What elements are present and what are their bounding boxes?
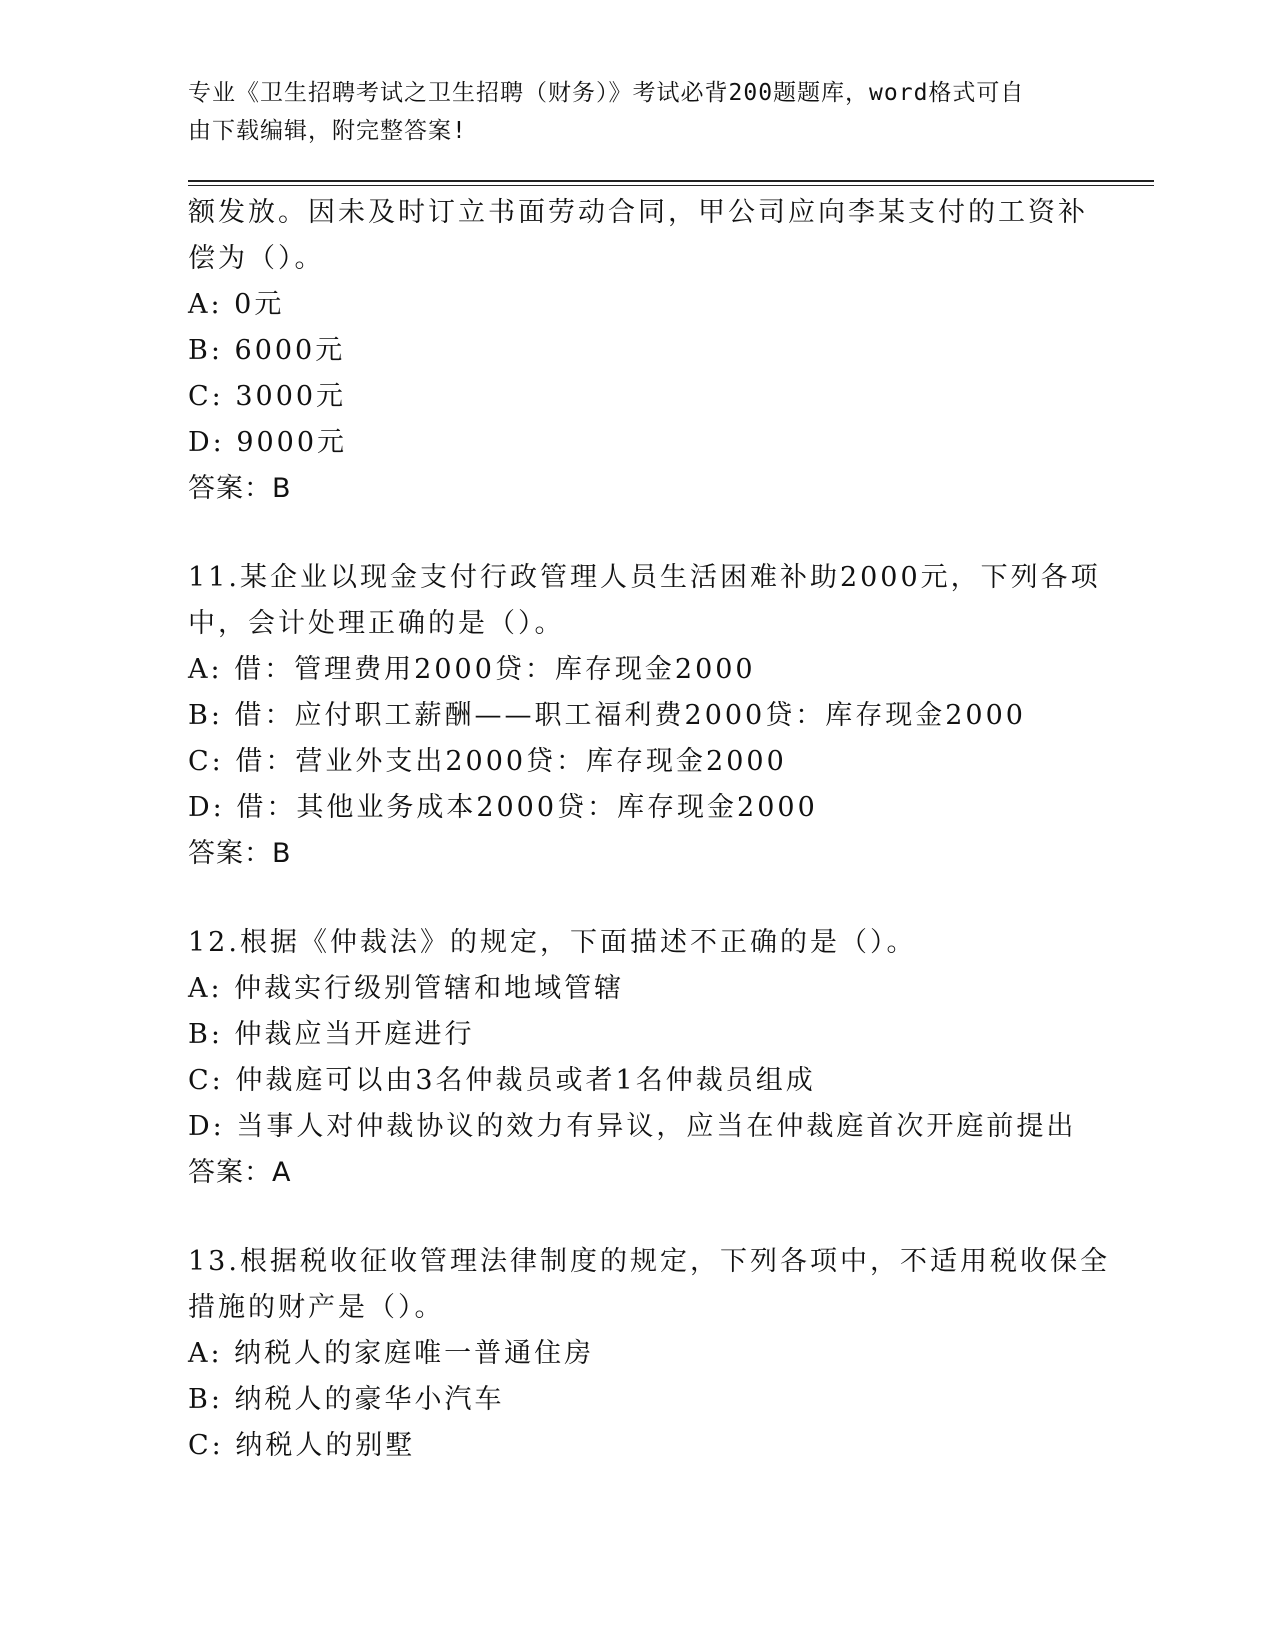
header-title-line-2: 由下载编辑，附完整答案! [188, 118, 467, 144]
answer-line: 答案：A [188, 1157, 292, 1188]
option-b: B: 纳税人的豪华小汽车 [188, 1384, 505, 1415]
option-a: A: 借：管理费用2000贷：库存现金2000 [188, 654, 756, 685]
answer-line: 答案：B [188, 473, 292, 504]
question-text-line: 偿为（）。 [188, 243, 325, 274]
question-text-line: 措施的财产是（）。 [188, 1292, 445, 1323]
question-block-13 [188, 1239, 1110, 1469]
header-title-line-1: 专业《卫生招聘考试之卫生招聘（财务）》考试必背200题题库，word格式可自 [188, 80, 1025, 106]
spacer [188, 1196, 1088, 1239]
question-text-line: 11.某企业以现金支付行政管理人员生活困难补助2000元，下列各项 [188, 562, 1101, 593]
spacer [188, 877, 1088, 920]
option-a: A: 仲裁实行级别管辖和地域管辖 [188, 973, 625, 1004]
question-text-line: 13.根据税收征收管理法律制度的规定，下列各项中，不适用税收保全 [188, 1246, 1110, 1277]
document-header [188, 74, 1068, 150]
question-text-line: 额发放。因未及时订立书面劳动合同，甲公司应向李某支付的工资补 [188, 197, 1088, 228]
option-a: A: 0元 [188, 289, 285, 320]
option-d: D: 9000元 [188, 427, 348, 458]
option-b: B: 6000元 [188, 335, 346, 366]
question-text-line: 12.根据《仲裁法》的规定，下面描述不正确的是（）。 [188, 927, 917, 958]
option-d: D: 当事人对仲裁协议的效力有异议，应当在仲裁庭首次开庭前提出 [188, 1111, 1077, 1142]
option-c: C: 借：营业外支出2000贷：库存现金2000 [188, 746, 787, 777]
header-divider [188, 180, 1154, 186]
option-a: A: 纳税人的家庭唯一普通住房 [188, 1338, 595, 1369]
option-b: B: 仲裁应当开庭进行 [188, 1019, 475, 1050]
option-b: B: 借：应付职工薪酬——职工福利费2000贷：库存现金2000 [188, 700, 1026, 731]
option-d: D: 借：其他业务成本2000贷：库存现金2000 [188, 792, 818, 823]
document-body [188, 190, 1110, 1469]
spacer [188, 512, 1088, 555]
answer-line: 答案：B [188, 838, 292, 869]
option-c: C: 3000元 [188, 381, 347, 412]
option-c: C: 仲裁庭可以由3名仲裁员或者1名仲裁员组成 [188, 1065, 816, 1096]
question-text-line: 中，会计处理正确的是（）。 [188, 608, 565, 639]
question-block-11 [188, 555, 1101, 877]
question-block-12 [188, 920, 1088, 1196]
option-c: C: 纳税人的别墅 [188, 1430, 416, 1461]
question-block-continued [188, 190, 1088, 512]
